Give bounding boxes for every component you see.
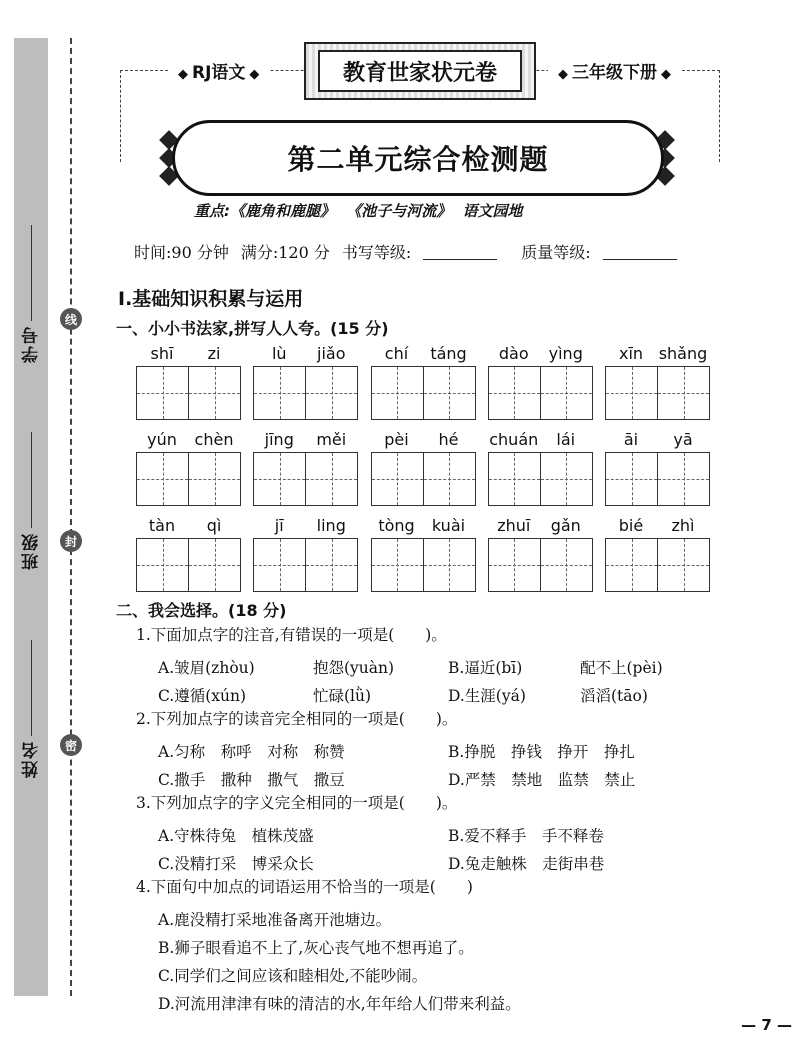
pinyin-syllable: tòng xyxy=(378,516,415,535)
cut-line xyxy=(70,38,72,996)
writing-cell[interactable] xyxy=(372,539,423,591)
pinyin-syllable: chuán xyxy=(489,430,539,449)
option-b[interactable]: B.爱不释手 手不释卷 xyxy=(448,827,604,845)
student-no-label: 学号 xyxy=(14,225,48,363)
pinyin-syllable: dào xyxy=(498,344,529,363)
pinyin-syllable: chèn xyxy=(194,430,234,449)
pinyin-syllable: ling xyxy=(316,516,346,535)
option-a[interactable]: A.守株待兔 植株茂盛 xyxy=(158,827,314,845)
pinyin-syllable: zi xyxy=(207,344,221,363)
quality-grade-label: 质量等级: xyxy=(521,243,591,262)
option-a2[interactable]: 抱怨(yuàn) xyxy=(313,659,395,677)
series-banner xyxy=(304,42,536,100)
option-b2[interactable]: 配不上(pèi) xyxy=(580,659,663,677)
question-stem: 4.下面句中加点的词语运用不恰当的一项是( ) xyxy=(136,878,473,896)
writing-cell[interactable] xyxy=(305,453,357,505)
word-group xyxy=(136,430,241,506)
writing-cell[interactable] xyxy=(137,367,188,419)
time-info: 时间:90 分钟 xyxy=(134,243,229,262)
writing-cell[interactable] xyxy=(423,367,475,419)
pinyin-syllable: lù xyxy=(271,344,287,363)
option-c[interactable]: C.没精打采 博采众长 xyxy=(158,855,314,873)
pinyin-syllable: zhì xyxy=(671,516,695,535)
option-d2[interactable]: 滔滔(tāo) xyxy=(580,687,648,705)
pinyin-syllable: chí xyxy=(384,344,409,363)
writing-cell[interactable] xyxy=(540,367,592,419)
option-a[interactable]: A.匀称 称呼 对称 称赞 xyxy=(158,743,345,761)
writing-grade-blank[interactable] xyxy=(423,244,497,260)
writing-cell[interactable] xyxy=(188,539,240,591)
writing-cell[interactable] xyxy=(423,453,475,505)
name-label: 姓名 xyxy=(14,640,48,778)
word-group xyxy=(136,516,241,592)
option-b[interactable]: B.挣脱 挣钱 挣开 挣扎 xyxy=(448,743,635,761)
writing-cell[interactable] xyxy=(540,453,592,505)
pinyin-syllable: āi xyxy=(623,430,639,449)
writing-cell[interactable] xyxy=(657,367,709,419)
seal-secret: 密 xyxy=(60,734,82,756)
subject-tag: ◆ RJ语文 ◆ xyxy=(168,58,269,83)
pinyin-syllable: bié xyxy=(618,516,644,535)
pinyin-syllable: yā xyxy=(673,430,693,449)
pinyin-syllable: kuài xyxy=(431,516,466,535)
question-1-title: 一、小小书法家,拼写人人夸。(15 分) xyxy=(116,319,389,338)
writing-cell[interactable] xyxy=(540,539,592,591)
word-group xyxy=(488,516,593,592)
option-a[interactable]: A.鹿没精打采地准备离开池塘边。 xyxy=(158,911,392,929)
class-blank[interactable] xyxy=(31,432,32,528)
pinyin-syllable: yún xyxy=(147,430,177,449)
question-stem: 3.下列加点字的字义完全相同的一项是( )。 xyxy=(136,794,458,812)
word-group xyxy=(605,344,710,420)
seal-line: 线 xyxy=(60,308,82,330)
writing-cell[interactable] xyxy=(305,367,357,419)
writing-cell[interactable] xyxy=(254,453,305,505)
question-2-title: 二、我会选择。(18 分) xyxy=(116,601,287,620)
word-group xyxy=(371,516,476,592)
option-d1[interactable]: D.生涯(yá) xyxy=(448,687,526,705)
pinyin-row xyxy=(136,430,710,506)
writing-cell[interactable] xyxy=(489,539,540,591)
word-group xyxy=(371,430,476,506)
writing-cell[interactable] xyxy=(188,367,240,419)
writing-cell[interactable] xyxy=(489,367,540,419)
class-label: 班级 xyxy=(14,432,48,570)
focus-line: 重点:《鹿角和鹿腿》 《池子与河流》 语文园地 xyxy=(194,202,523,220)
pinyin-syllable: měi xyxy=(316,430,347,449)
option-b1[interactable]: B.逼近(bī) xyxy=(448,659,523,677)
writing-grade-label: 书写等级: xyxy=(341,243,412,262)
question-stem: 1.下面加点字的注音,有错误的一项是( )。 xyxy=(136,626,447,644)
option-c2[interactable]: 忙碌(lǜ) xyxy=(313,687,372,705)
word-group xyxy=(253,516,358,592)
writing-cell[interactable] xyxy=(657,539,709,591)
pinyin-syllable: lái xyxy=(556,430,576,449)
pinyin-syllable: qì xyxy=(206,516,222,535)
pinyin-row xyxy=(136,344,710,420)
option-d[interactable]: D.兔走触株 走街串巷 xyxy=(448,855,605,873)
option-a1[interactable]: A.皱眉(zhòu) xyxy=(158,659,255,677)
word-group xyxy=(605,430,710,506)
writing-cell[interactable] xyxy=(305,539,357,591)
writing-cell[interactable] xyxy=(188,453,240,505)
writing-cell[interactable] xyxy=(372,453,423,505)
pinyin-syllable: táng xyxy=(430,344,467,363)
pinyin-syllable: jī xyxy=(274,516,284,535)
score-info: 满分:120 分 xyxy=(240,243,330,262)
word-group xyxy=(136,344,241,420)
writing-cell[interactable] xyxy=(137,539,188,591)
writing-cell[interactable] xyxy=(606,539,657,591)
word-group xyxy=(605,516,710,592)
pinyin-syllable: yìng xyxy=(548,344,583,363)
seal-seal: 封 xyxy=(60,530,82,552)
writing-cell[interactable] xyxy=(254,539,305,591)
series-title: 教育世家状元卷 xyxy=(318,50,522,92)
writing-cell[interactable] xyxy=(423,539,475,591)
student-no-blank[interactable] xyxy=(31,225,32,321)
option-c1[interactable]: C.遵循(xún) xyxy=(158,687,247,705)
exam-meta xyxy=(134,240,701,263)
option-c[interactable]: C.撒手 撒种 撒气 撒豆 xyxy=(158,771,345,789)
word-group xyxy=(488,344,593,420)
grade-tag: ◆ 三年级下册 ◆ xyxy=(548,58,681,83)
quality-grade-blank[interactable] xyxy=(603,244,677,260)
pinyin-syllable: zhuī xyxy=(497,516,531,535)
writing-cell[interactable] xyxy=(372,367,423,419)
pinyin-syllable: jīng xyxy=(264,430,294,449)
pinyin-syllable: xīn xyxy=(618,344,644,363)
pinyin-syllable: jiǎo xyxy=(317,344,346,363)
pinyin-syllable: shǎng xyxy=(658,344,708,363)
writing-cell[interactable] xyxy=(606,453,657,505)
writing-cell[interactable] xyxy=(606,367,657,419)
option-b[interactable]: B.狮子眼看追不上了,灰心丧气地不想再追了。 xyxy=(158,939,474,957)
pinyin-syllable: tàn xyxy=(148,516,176,535)
word-group xyxy=(371,344,476,420)
writing-cell[interactable] xyxy=(137,453,188,505)
pinyin-syllable: hé xyxy=(438,430,459,449)
writing-cell[interactable] xyxy=(489,453,540,505)
pinyin-row xyxy=(136,516,710,592)
option-d[interactable]: D.河流用津津有味的清洁的水,年年给人们带来利益。 xyxy=(158,995,521,1013)
name-blank[interactable] xyxy=(31,640,32,736)
question-stem: 2.下列加点字的读音完全相同的一项是( )。 xyxy=(136,710,458,728)
word-group xyxy=(253,344,358,420)
section-title: Ⅰ.基础知识积累与运用 xyxy=(118,288,304,310)
page-title: 第二单元综合检测题 xyxy=(172,120,664,196)
pinyin-syllable: gǎn xyxy=(550,516,581,535)
writing-cell[interactable] xyxy=(657,453,709,505)
pinyin-syllable: shī xyxy=(150,344,174,363)
word-group xyxy=(488,430,593,506)
pinyin-syllable: pèi xyxy=(384,430,409,449)
word-group xyxy=(253,430,358,506)
option-c[interactable]: C.同学们之间应该和睦相处,不能吵闹。 xyxy=(158,967,428,985)
page-number: — 7 — xyxy=(741,1016,792,1034)
option-d[interactable]: D.严禁 禁地 监禁 禁止 xyxy=(448,771,636,789)
writing-cell[interactable] xyxy=(254,367,305,419)
